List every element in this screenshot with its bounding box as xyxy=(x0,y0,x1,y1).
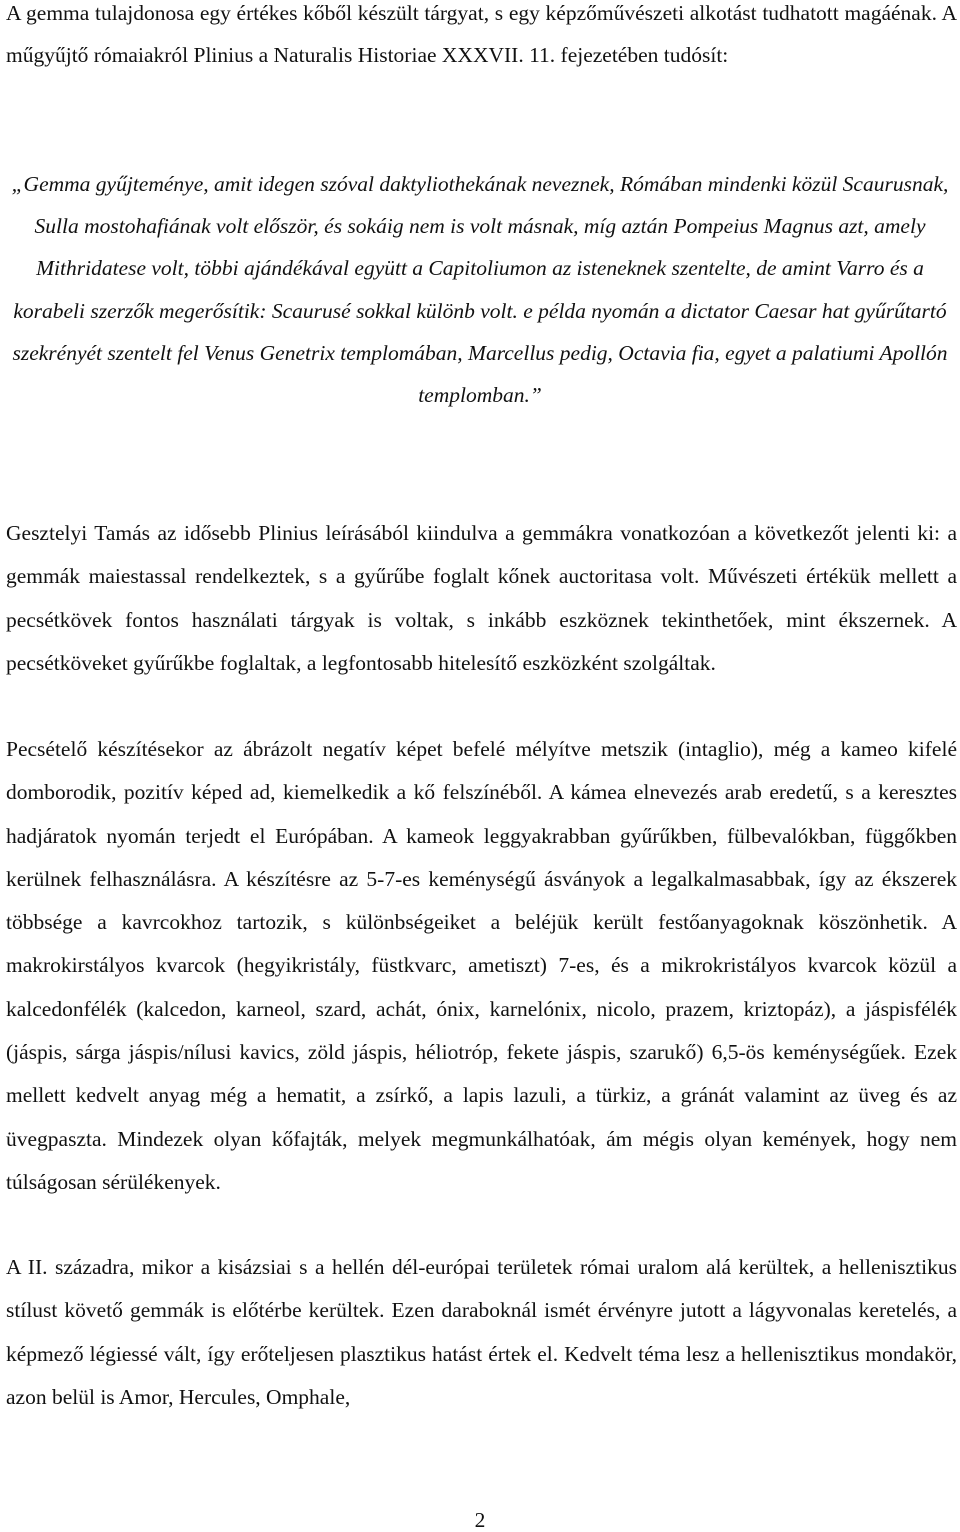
intro-paragraph: A gemma tulajdonosa egy értékes kőből készült tárgyat, s egy képzőművészeti alkotást tudhatott magáénak. A műgyűjtő rómaiakról Plinius a Naturalis Historiae XXXVII. 11. fejezetében tudósít: xyxy=(6,1,957,67)
page-number: 2 xyxy=(474,1508,486,1532)
hellenisztikus-paragraph: A II. századra, mikor a kisázsiai s a hellén dél-európai területek római uralom alá kerültek, a hellenisztikus stílust követő gemmák is előtérbe kerültek. Ezen darabоknál ismét érvényre jutott a lágyvonalas keretelés, a képmező légiessé vált, így erőteljesen plasztikus hatást értek el. Kedvelt téma lesz a hellenisztikus mondakör, azon belül is Amor, Hercules, Omphale, xyxy=(6,1255,957,1409)
plinius-quote: „Gemma gyűjteménye, amit idegen szóval daktyliothekának neveznek, Rómában mindenki közül Scaurusnak, Sulla mostohafiának volt először, és sokáig nem is volt másnak, míg aztán Pompeius Magnus azt, amely Mithridatese volt, többi ajándékával együtt a Capitoliumon az isteneknek szentelte, de amint Varro és a korabeli szerzők megerősítik: Scaurusé sokkal különb volt. e példa nyomán a dictator Caesar hat gyűrűtartó szekrényét szentelt fel Venus Genetrix templomában, Marcellus pedig, Octavia fia, egyet a palatiumi Apollón templomban.” xyxy=(11,172,949,408)
gesztelyi-paragraph: Gesztelyi Tamás az idősebb Plinius leírásából kiindulva a gemmákra vonatkozóan a következőt jelenti ki: a gemmák maiestassal rendelkeztek, s a gyűrűbe foglalt kőnek auctoritasa volt. Művészeti értékük mellett a pecsétkövek fontos használati tárgyak is voltak, s inkább eszköznek tekinthetőek, mint ékszernek. A pecsétköveket gyűrűkbe foglaltak, a legfontosabb hitelesítő eszközként szolgáltak. xyxy=(6,521,957,675)
pecsetelo-paragraph: Pecsételő készítésekor az ábrázolt negatív képet befelé mélyítve metszik (intaglio), még a kameo kifelé domborodik, pozitív képed ad, kiemelkedik a kő felszínéből. A kámea elnevezés arab eredetű, s a keresztes hadjáratok nyomán terjedt el Európában. A kameok leggyakrabban gyűrűkben, fülbevalókban, függőkben kerülnek felhasználásra. A készítésre az 5-7-es keménységű ásványok a legalkalmasabbak, így az ékszerek többsége a kavrcokhoz tartozik, s különbségeiket a beléjük került festőanyagoknak köszönhetik. A makrokirstályos kvarcok (hegyikristály, füstkvarc, ametiszt) 7-es, és a mikrokristályos kvarcok közül a kalcedonfélék (kalcedon, karneol, szard, achát, ónix, karnelónix, nicolo, prazem, kriztopáz), a jáspisfélék (jáspis, sárga jáspis/nílusi kavics, zöld jáspis, héliotróp, fekete jáspis, szarukő) 6,5-ös keménységűek. Ezek mellett kedvelt anyag még a hematit, a zsírkő, a lapis lazuli, a türkiz, a gránát valamint az üveg és az üvegpaszta. Mindezek olyan kőfajták, melyek megmunkálhatóak, ám mégis olyan kemények, hogy nem túlságosan sérülékenyek. xyxy=(6,737,957,1194)
